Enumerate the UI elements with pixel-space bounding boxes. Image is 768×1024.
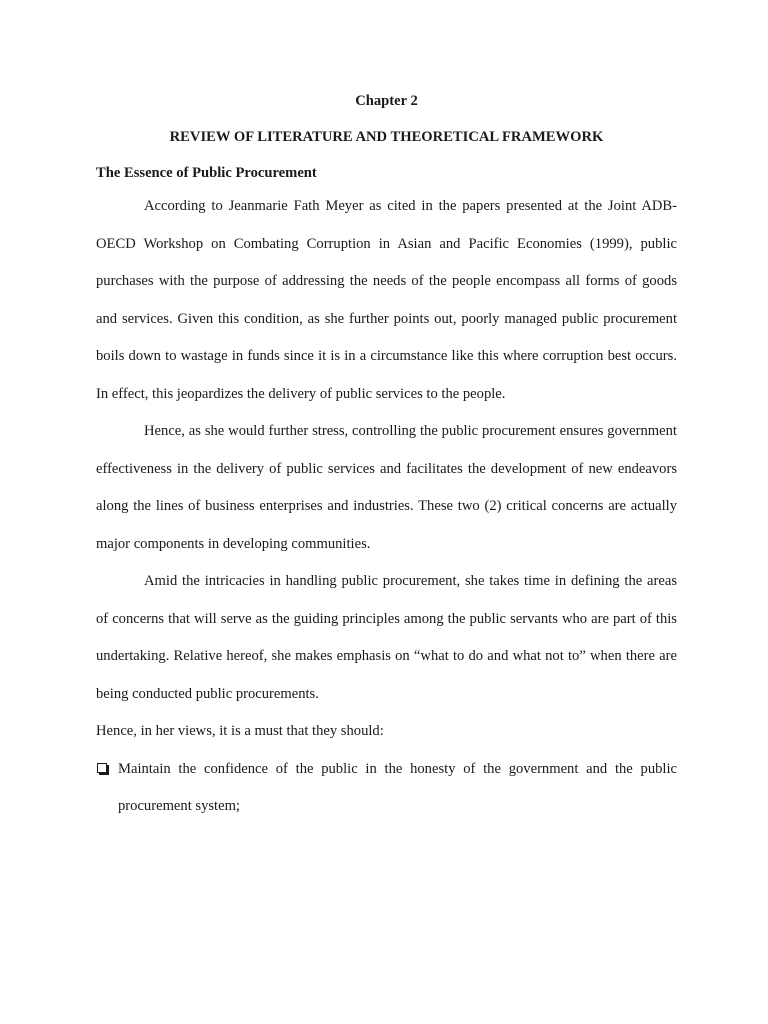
bullet-item-1 [96,751,677,826]
body-paragraph-2: Hence, as she would further stress, controlling the public procurement ensures government effectiveness in the delivery of public services and facilitates the development of new endeavors along the lines of business enterprises and industries. These two (2) critical concerns are actually major components in developing communities. [96,423,677,552]
chapter-label: Chapter 2 [355,93,418,109]
body-paragraph-1: According to Jeanmarie Fath Meyer as cited in the papers presented at the Joint ADB-OECD Workshop on Combating Corruption in Asian and Pacific Economies (1999), public purchases with the purpose of addressing the needs of the people encompass all forms of goods and services. Given this condition, as she further points out, poorly managed public procurement boils down to wastage in funds since it is in a circumstance like this where corruption best occurs. In effect, this jeopardizes the delivery of public services to the people. [96,198,677,402]
bullet-item-text: Maintain the confidence of the public in the honesty of the government and the public procurement system; [118,760,677,814]
chapter-title: REVIEW OF LITERATURE AND THEORETICAL FRAMEWORK [169,129,604,145]
checkbox-bullet-icon [97,763,107,773]
lead-in-sentence: Hence, in her views, it is a must that they should: [96,723,384,739]
body-paragraph-3: Amid the intricacies in handling public procurement, she takes time in defining the areas of concerns that will serve as the guiding principles among the public servants who are part of this undertaking. Relative hereof, she makes emphasis on “what to do and what not to” when there are being conducted public procurements. [96,573,677,702]
document-page [96,88,677,826]
section-heading: The Essence of Public Procurement [96,165,317,181]
